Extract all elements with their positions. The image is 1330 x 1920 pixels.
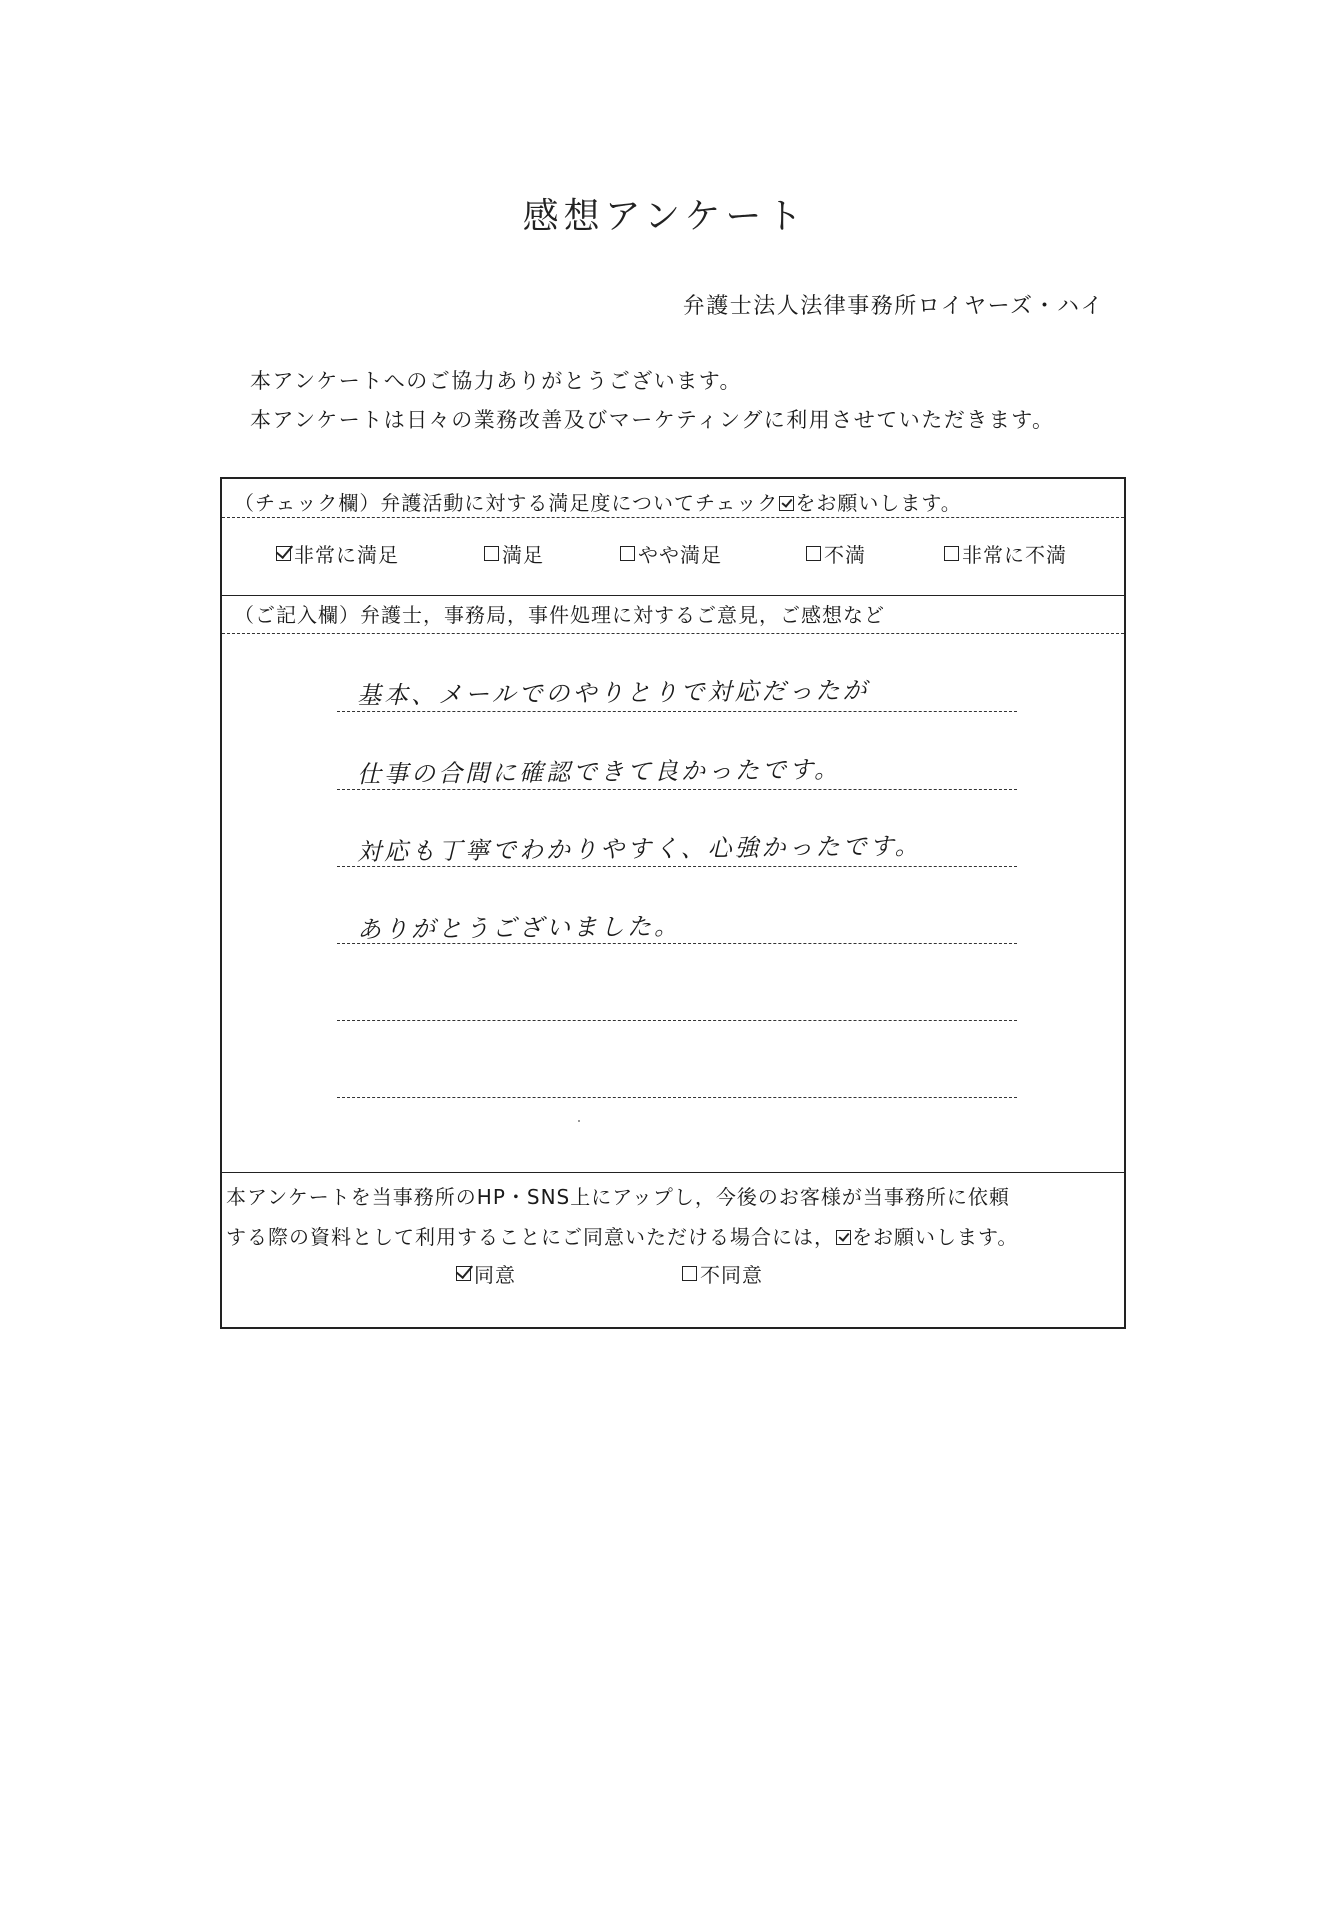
check-header-suffix: をお願いします。 (795, 491, 962, 515)
consent-line-2-text: する際の資料として利用することにご同意いただける場合には， (226, 1225, 835, 1249)
consent-text (226, 1177, 1018, 1257)
checkbox-icon[interactable] (682, 1266, 697, 1281)
intro-text (250, 362, 1055, 440)
option-label: 不満 (824, 543, 866, 567)
checkbox-example-icon (779, 496, 794, 511)
checkbox-icon[interactable] (620, 546, 635, 561)
checkbox-icon[interactable] (484, 546, 499, 561)
option-very-dissatisfied[interactable] (944, 539, 1067, 568)
writing-line (337, 789, 1017, 790)
dashed-divider (222, 633, 1124, 634)
option-label: やや満足 (638, 543, 722, 567)
writing-line (337, 1097, 1017, 1098)
option-agree[interactable] (456, 1259, 516, 1288)
option-dissatisfied[interactable] (806, 539, 866, 568)
option-label: 満足 (502, 543, 544, 567)
writing-line (337, 1020, 1017, 1021)
option-label: 非常に満足 (294, 543, 399, 567)
speck (578, 1120, 580, 1122)
intro-line-2: 本アンケートは日々の業務改善及びマーケティングに利用させていただきます。 (250, 408, 1055, 432)
checkbox-icon[interactable] (806, 546, 821, 561)
check-section-header (234, 487, 962, 516)
document-title: 感想アンケート (522, 196, 808, 237)
checkbox-example-icon (836, 1230, 851, 1245)
writing-line (337, 943, 1017, 944)
writing-line (337, 866, 1017, 867)
consent-line-2 (226, 1217, 1018, 1257)
option-label: 非常に不満 (962, 543, 1067, 567)
option-satisfied[interactable] (484, 539, 544, 568)
checkbox-icon[interactable] (944, 546, 959, 561)
section-divider (222, 1172, 1124, 1173)
disagree-label: 不同意 (700, 1263, 763, 1287)
handwritten-line-3: 対応も丁寧でわかりやすく、心強かったです。 (356, 832, 922, 866)
satisfaction-options (222, 539, 1124, 575)
section-divider (222, 595, 1124, 596)
organization-name: 弁護士法人法律事務所ロイヤーズ・ハイ (682, 294, 1104, 319)
intro-line-1: 本アンケートへのご協力ありがとうございます。 (250, 369, 743, 393)
survey-form (220, 477, 1126, 1329)
checkbox-checked-icon[interactable] (276, 546, 291, 561)
dashed-divider (222, 517, 1124, 518)
option-disagree[interactable] (682, 1259, 763, 1288)
writing-line (337, 711, 1017, 712)
check-header-text: （チェック欄）弁護活動に対する満足度についてチェック (234, 491, 779, 515)
comment-section-header: （ご記入欄）弁護士，事務局，事件処理に対するご意見，ご感想など (234, 603, 885, 627)
handwritten-line-4: ありがとうございました。 (356, 912, 682, 944)
consent-line-1: 本アンケートを当事務所のHP・SNS上にアップし，今後のお客様が当事務所に依頼 (226, 1185, 1010, 1209)
consent-line-2-suffix: をお願いします。 (852, 1225, 1019, 1249)
handwritten-line-2: 仕事の合間に確認できて良かったです。 (356, 755, 842, 789)
option-very-satisfied[interactable] (276, 539, 399, 568)
handwritten-line-1: 基本、メールでのやりとりで対応だったが (356, 676, 870, 710)
checkbox-checked-icon[interactable] (456, 1266, 471, 1281)
option-somewhat-satisfied[interactable] (620, 539, 722, 568)
agree-label: 同意 (474, 1263, 516, 1287)
